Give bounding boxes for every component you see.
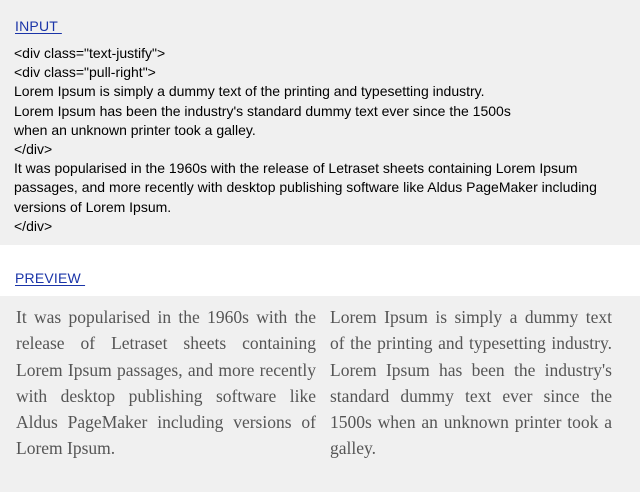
input-code-block — [14, 44, 634, 236]
code-line: <div class="text-justify"> — [14, 45, 166, 61]
input-section — [0, 0, 640, 245]
preview-panel — [0, 296, 640, 492]
code-line: when an unknown printer took a galley. — [14, 121, 256, 138]
code-line: Lorem Ipsum has been the industry's standard dummy text ever since the 1500s — [14, 102, 511, 119]
code-line: Lorem Ipsum is simply a dummy text of the printing and typesetting industry. — [14, 83, 485, 100]
text-justify-container — [16, 304, 612, 462]
preview-heading: PREVIEW — [15, 270, 86, 286]
pull-right-block — [330, 304, 612, 462]
code-line: </div> — [14, 141, 53, 158]
main-paragraph: It was popularised in the 1960s with the release of Letraset sheets containing Lorem Ipsum passages, and more recently with desktop publishing software like Aldus PageMaker including versions of Lorem Ipsum. — [16, 307, 316, 459]
code-line: </div> — [14, 217, 53, 234]
code-line: passages, and more recently with desktop publishing software like Aldus PageMaker including — [14, 179, 597, 196]
input-heading: INPUT — [15, 18, 62, 34]
code-line: versions of Lorem Ipsum. — [14, 198, 172, 215]
pull-right-paragraph: Lorem Ipsum is simply a dummy text of the printing and typesetting industry. Lorem Ipsum has been the industry's standard dummy text ever since the 1500s when an unknown printer took a galley. — [330, 307, 612, 459]
code-line: It was popularised in the 1960s with the release of Letraset sheets containing Lorem Ipsum — [14, 160, 578, 177]
code-line: <div class="pull-right"> — [14, 64, 156, 81]
